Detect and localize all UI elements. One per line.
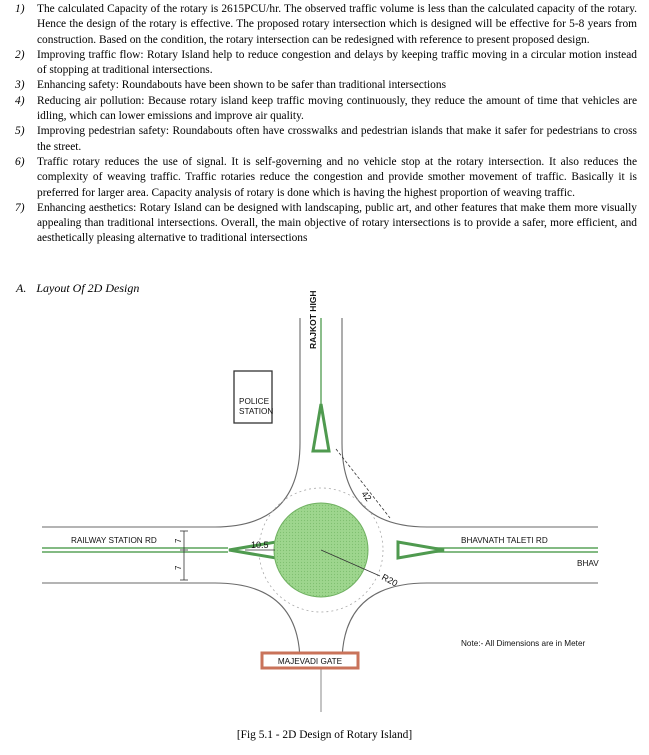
item-number: 7): [15, 201, 25, 214]
item-text: Improving pedestrian safety: Roundabouts often have crosswalks and pedestrian islands that make it safer for pedestrians to cross the street.: [37, 125, 637, 153]
item-number: 6): [15, 155, 25, 168]
radius-label: R20: [380, 571, 400, 589]
dimensions-note: Note:- All Dimensions are in Meter: [461, 639, 586, 648]
majevadi-gate-label: MAJEVADI GATE: [277, 657, 343, 666]
item-text: Reducing air pollution: Because rotary island keep traffic moving continuously, they reduce the amount of time that vehicles are idling, which can lower emissions and improve air quality.: [37, 94, 637, 123]
item-text: Enhancing aesthetics: Rotary Island can be designed with landscaping, public art, and other features that make them more visually appealing than traditional intersections. Overall, the main objective of rotary intersections is to provide a safer, more efficient, and aesthetically pleasing alternative to traditional intersections: [37, 201, 637, 245]
item-number: 2): [15, 48, 25, 61]
section-title: Layout Of 2D Design: [36, 281, 140, 295]
item-number: 1): [15, 3, 25, 15]
road-edge-bottom-left: [42, 583, 300, 663]
item-text: The calculated Capacity of the rotary is 2615PCU/hr. The observed traffic volume is less than the calculated capacity of the rotary. Hence the design of the rotary is effective. The proposed rotary intersection which is designed will be effective for 5-8 years from construction. Based on the condition, the rotary intersection can be redesigned with reference to present proposed design.: [37, 3, 637, 46]
splitter-island-right: [398, 542, 444, 558]
item-text: Traffic rotary reduces the use of signal. It is self-governing and no vehicle stop at the rotary intersection. It also reduces the complexity of weaving traffic. Traffic rotaries reduce the congestion and provide smother movement of traffic. Basically it is preferred for larger area. Capacity analysis of rotary is done which is having the highest proportion of weaving traffic.: [37, 155, 637, 199]
item-text: Improving traffic flow: Rotary Island help to reduce congestion and delays by keeping traffic moving in a circular motion instead of stopping at traditional intersections.: [37, 48, 637, 77]
road-edge-bottom-right: [342, 583, 598, 663]
dimension-line-42: [336, 449, 390, 518]
figure-caption: [Fig 5.1 - 2D Design of Rotary Island]: [236, 729, 413, 741]
police-station-label-line1: POLICE: [239, 397, 270, 406]
item-number: 5): [15, 125, 25, 138]
road-edges: [42, 318, 598, 663]
dimension-label-7-upper: 7: [174, 538, 183, 543]
section-label: A.: [16, 281, 27, 295]
road-edge-top-right: [342, 318, 598, 527]
item-text: Enhancing safety: Roundabouts have been shown to be safer than traditional intersections: [37, 79, 447, 92]
splitter-island-top: [313, 404, 329, 451]
item-number: 4): [15, 94, 25, 107]
road-label-top: RAJKOT HIGH: [308, 290, 318, 349]
road-label-right: BHAVNATH TALETI RD: [461, 536, 548, 545]
road-label-right-cut: BHAV: [577, 559, 599, 568]
dimension-label-42: 42: [359, 489, 374, 504]
police-station-label-line2: STATION: [239, 407, 274, 416]
item-number: 3): [15, 79, 25, 92]
dimension-label-105: 10.5: [251, 540, 269, 550]
road-label-left: RAILWAY STATION RD: [71, 536, 157, 545]
dimension-label-7-lower: 7: [174, 565, 183, 570]
